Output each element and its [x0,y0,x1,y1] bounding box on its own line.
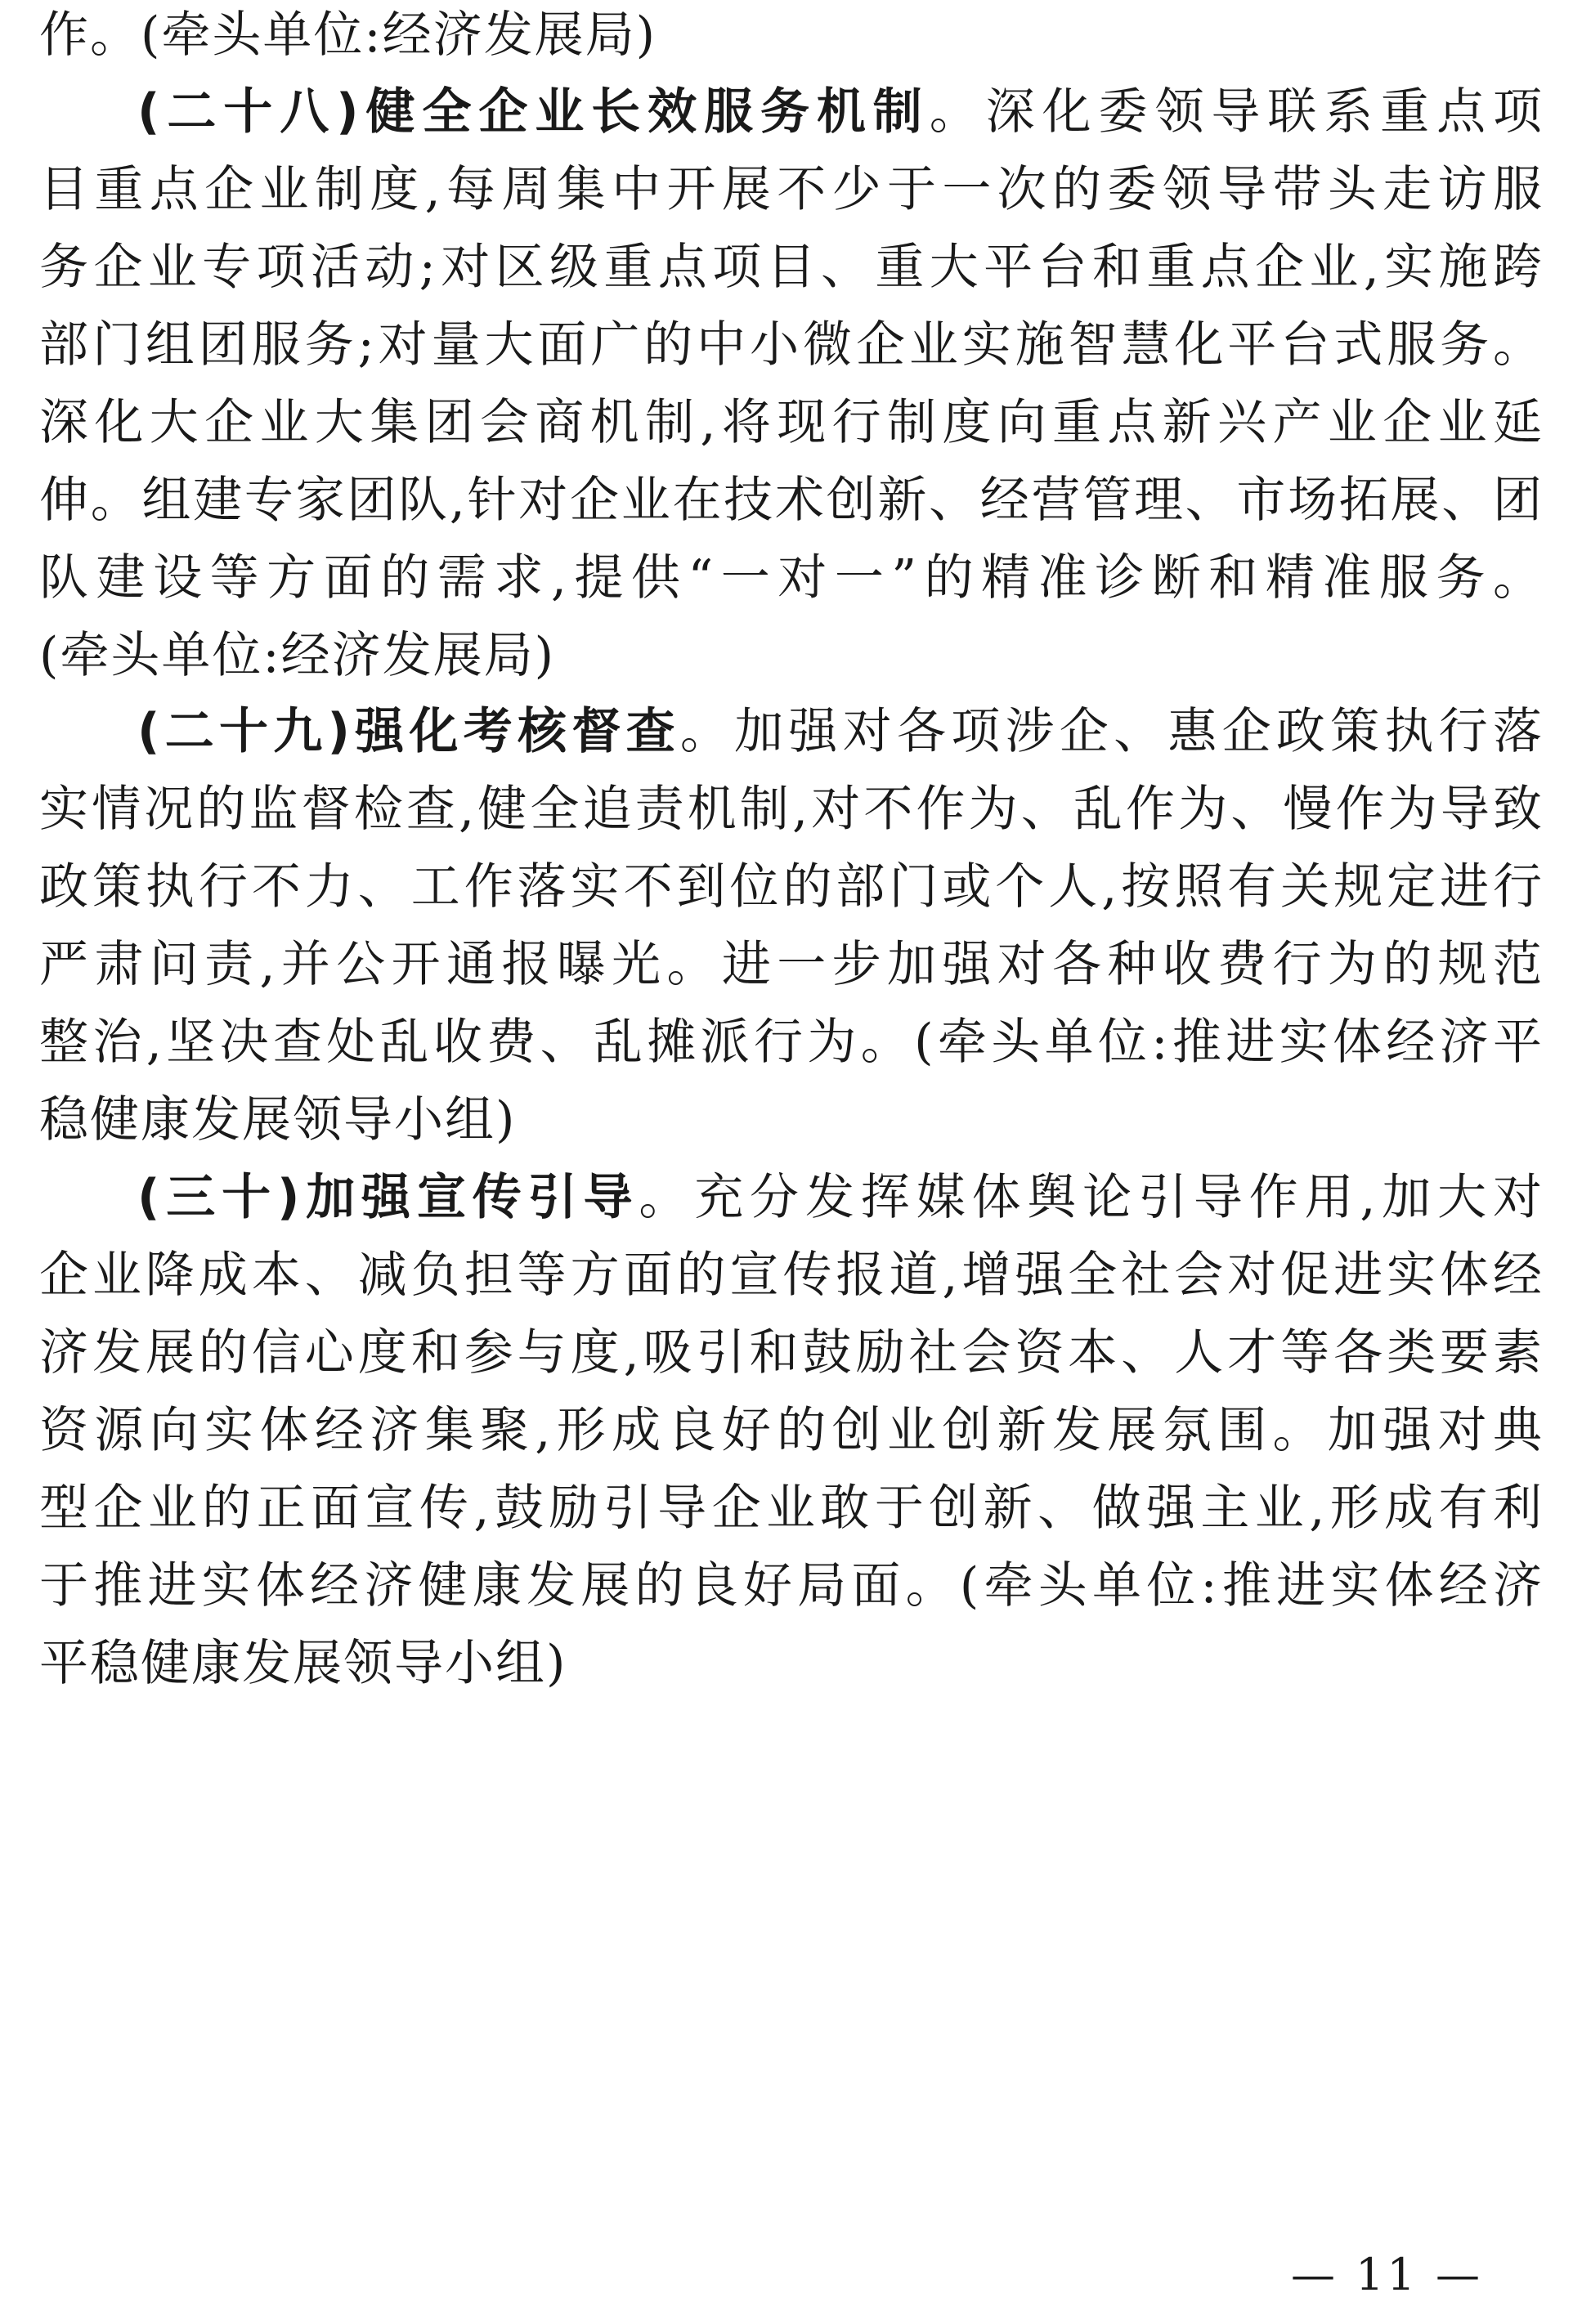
text-line: 部门组团服务;对量大面广的中小微企业实施智慧化平台式服务。 [39,316,1544,374]
text-line: 整治,坚决查处乱收费、乱摊派行为。(牵头单位:推进实体经济平 [39,1014,1544,1071]
text-line: 型企业的正面宣传,鼓励引导企业敢于创新、做强主业,形成有利 [39,1480,1544,1537]
text-line: 深化大企业大集团会商机制,将现行制度向重点新兴产业企业延 [39,394,1544,451]
section-28-heading: (二十八)健全企业长效服务机制 [137,83,930,141]
page-number: — 11 — [1290,2249,1483,2300]
text-line: 队建设等方面的需求,提供“一对一”的精准诊断和精准服务。 [39,549,1544,607]
text-line: 目重点企业制度,每周集中开展不少于一次的委领导带头走访服 [39,161,1544,218]
text-line: 作。(牵头单位:经济发展局) [39,7,657,64]
section-30-first-line-text: 。充分发挥媒体舆论引导作用,加大对 [639,1169,1544,1226]
text-line: 于推进实体经济健康发展的良好局面。(牵头单位:推进实体经济 [39,1557,1544,1614]
text-line: 政策执行不力、工作落实不到位的部门或个人,按照有关规定进行 [39,858,1544,916]
text-line: 实情况的监督检查,健全追责机制,对不作为、乱作为、慢作为导致 [39,781,1544,838]
text-line: 企业降成本、减负担等方面的宣传报道,增强全社会对促进实体经 [39,1247,1544,1304]
text-line: 资源向实体经济集聚,形成良好的创业创新发展氛围。加强对典 [39,1402,1544,1459]
text-line: 务企业专项活动;对区级重点项目、重大平台和重点企业,实施跨 [39,239,1544,296]
text-line: 平稳健康发展领导小组) [39,1635,567,1692]
text-line: 稳健康发展领导小组) [39,1091,517,1149]
section-29-first-line-text: 。加强对各项涉企、惠企政策执行落 [679,703,1544,760]
section-29-heading: (二十九)强化考核督查 [137,703,680,760]
text-line: (牵头单位:经济发展局) [39,627,556,684]
section-30-heading: (三十)加强宣传引导 [137,1169,639,1226]
section-28-first-line-text: 。深化委领导联系重点项 [929,83,1544,141]
text-line: 济发展的信心度和参与度,吸引和鼓励社会资本、人才等各类要素 [39,1324,1544,1381]
text-line: 伸。组建专家团队,针对企业在技术创新、经营管理、市场拓展、团 [39,472,1544,529]
text-line: 严肃问责,并公开通报曝光。进一步加强对各种收费行为的规范 [39,936,1544,993]
